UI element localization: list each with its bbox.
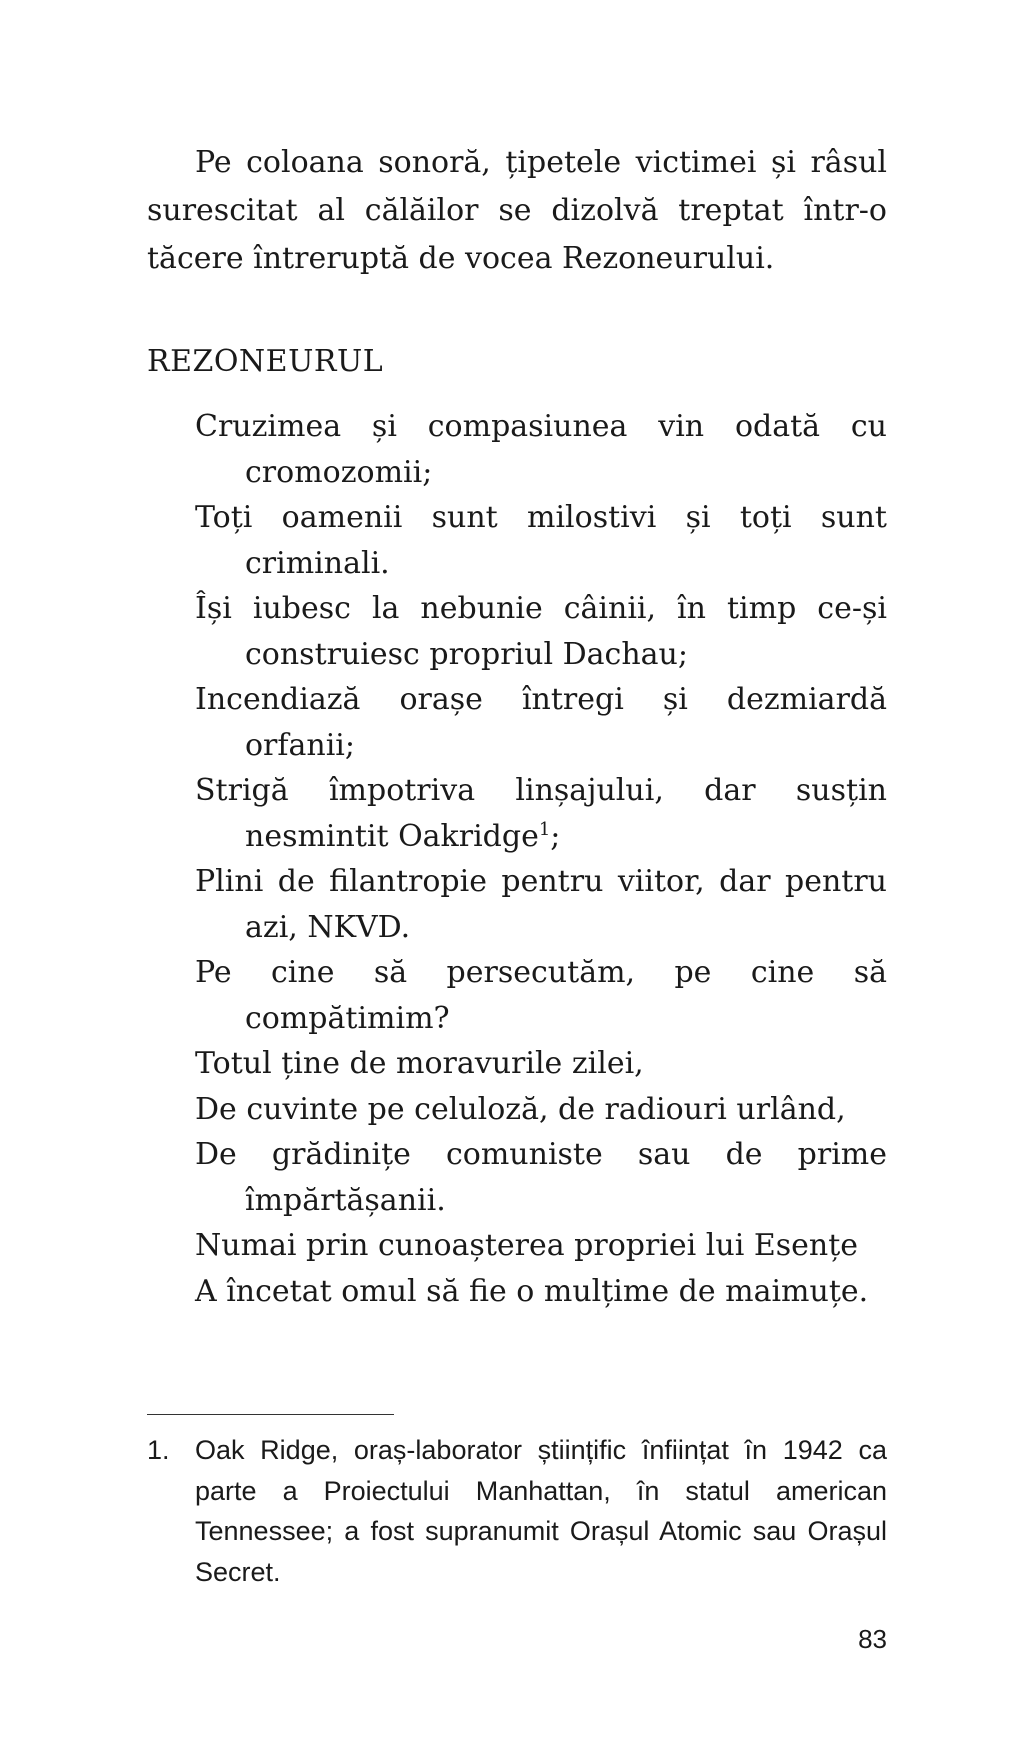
- footnote-reference[interactable]: 1: [538, 818, 551, 840]
- verse-line: Pe cine să persecutăm, pe cine să compătimim?: [195, 955, 887, 1036]
- footnote: [147, 1430, 887, 1592]
- stage-direction-paragraph: Pe coloana sonoră, țipetele victimei și râsul surescitat al călăilor se dizolvă treptat într-o tăcere întreruptă de vocea Rezoneurului.: [147, 145, 887, 276]
- verse-line: Își iubesc la nebunie câinii, în timp ce-și construiesc propriul Dachau;: [195, 591, 887, 672]
- verse-line: Plini de filantropie pentru viitor, dar pentru azi, NKVD.: [195, 864, 887, 945]
- footnote-number: 1.: [147, 1435, 170, 1465]
- verse-line-with-footnote: [195, 768, 887, 859]
- verse-line: Cruzimea și compasiunea vin odată cu cromozomii;: [195, 409, 887, 490]
- verse-line: De cuvinte pe celuloză, de radiouri urlând,: [195, 1091, 846, 1127]
- verse-line: Incendiază orașe întregi și dezmiardă orfanii;: [195, 682, 887, 763]
- footnote-divider: [147, 1414, 394, 1415]
- verse-line: De grădinițe comuniste sau de prime împărtășanii.: [195, 1137, 887, 1218]
- verse-line-punctuation: ;: [550, 818, 561, 854]
- verse-block: [195, 404, 887, 1314]
- intro-section: [147, 139, 887, 283]
- footnote-text: Oak Ridge, oraș-laborator științific înființat în 1942 ca parte a Proiectului Manhattan, în statul american Tennessee; a fost supranumit Orașul Atomic sau Orașul Secret.: [195, 1435, 887, 1587]
- verse-line: A încetat omul să fie o mulțime de maimuțe.: [195, 1273, 869, 1309]
- verse-line-text: Strigă împotriva linșajului, dar susțin nesmintit Oakridge: [195, 773, 887, 854]
- verse-line: Totul ține de moravurile zilei,: [195, 1046, 644, 1081]
- speaker-name: REZONEURUL: [147, 344, 384, 379]
- verse-line: Numai prin cunoașterea propriei lui Esențe: [195, 1228, 859, 1263]
- verse-line: Toți oamenii sunt milostivi și toți sunt criminali.: [195, 500, 887, 581]
- page-number: 83: [858, 1624, 887, 1654]
